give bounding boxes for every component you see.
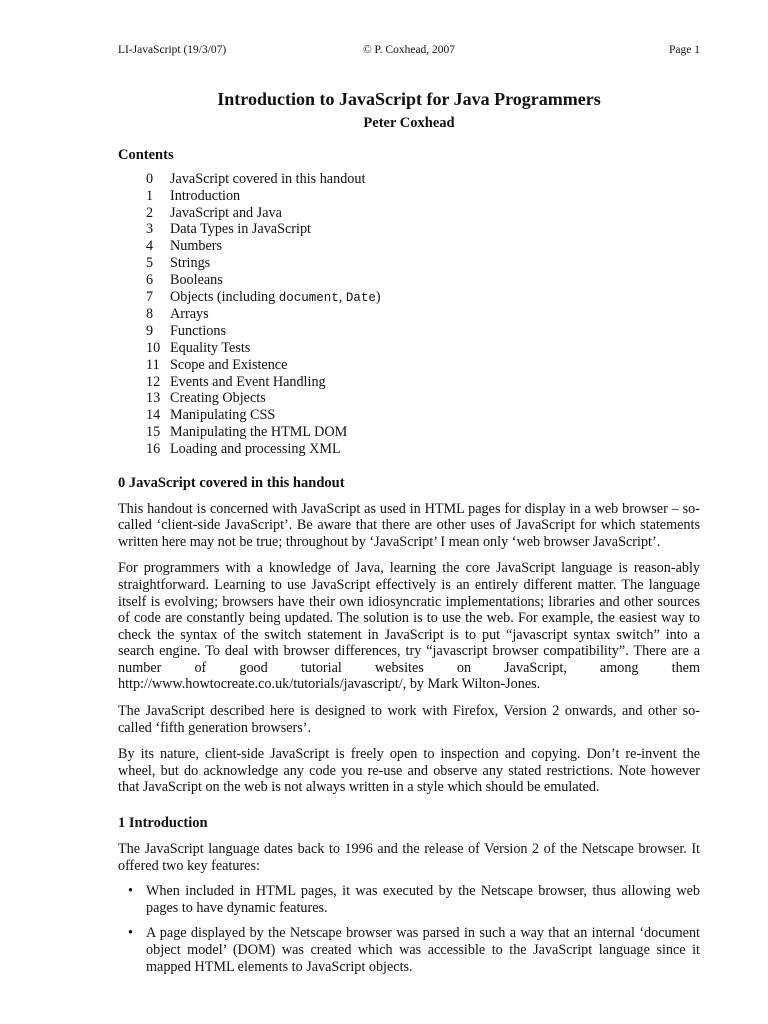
document-author: Peter Coxhead [363, 115, 455, 131]
toc-item [118, 340, 700, 357]
toc-item [118, 221, 700, 238]
toc-item-label: Scope and Existence [170, 356, 288, 373]
toc-item-label: Functions [170, 323, 226, 340]
table-of-contents [118, 171, 700, 458]
toc-item-number: 0 [146, 171, 154, 187]
toc-item-label: Events and Event Handling [170, 373, 326, 390]
toc-item-number: 3 [146, 221, 154, 238]
bullet-icon: • [128, 883, 133, 900]
toc-item-number: 15 [146, 423, 161, 440]
toc-item-label: Manipulating CSS [170, 407, 276, 424]
code-date: Date [345, 290, 376, 305]
toc-label-suffix: ) [375, 288, 381, 305]
toc-item-label: Strings [170, 254, 211, 271]
header-page-number: Page 1 [669, 44, 700, 56]
code-document: document [278, 290, 339, 305]
contents-heading: Contents [118, 147, 174, 163]
toc-item-label: Creating Objects [170, 390, 266, 407]
list-item-text: When included in HTML pages, it was executed by the Netscape browser, thus allowing web pages to have dynamic features. [146, 883, 700, 916]
toc-item [118, 238, 700, 255]
toc-item [118, 272, 700, 289]
toc-item-label: JavaScript and Java [170, 204, 282, 221]
toc-item-number: 11 [146, 356, 160, 373]
list-item [118, 883, 700, 916]
toc-item-label: Equality Tests [170, 339, 251, 356]
toc-label-separator: , [338, 288, 346, 305]
toc-item [118, 407, 700, 424]
running-header [118, 44, 700, 62]
toc-item [118, 441, 700, 458]
toc-item-number: 1 [146, 187, 154, 204]
toc-item-number: 16 [146, 440, 161, 457]
list-item-text: A page displayed by the Netscape browser was parsed in such a way that an internal ‘document object model’ (DOM) was created which was accessible to the JavaScript language since it mapped HTML elements to JavaScript objects. [146, 925, 700, 975]
toc-item-number: 8 [146, 306, 154, 323]
toc-item-number: 13 [146, 390, 161, 407]
section-0-paragraph: For programmers with a knowledge of Java, learning the core JavaScript language is reason-ably straightforward. Learning to use JavaScript effectively is an entirely different matter. The language itself is evolving; browsers have their own idiosyncratic implementations; libraries and other sources of code are constantly being updated. The solution is to use the web. For example, the easiest way to check the syntax of the switch statement in JavaScript is to put “javascript syntax switch” into a search engine. To deal with browser differences, try “javascript browser compatibility”. There are a number of good tutorial websites on JavaScript, among them http://www.howtocreate.co.uk/tutorials/javascript/, by Mark Wilton-Jones. [118, 560, 700, 693]
toc-item [118, 255, 700, 272]
toc-item [118, 390, 700, 407]
toc-item [118, 171, 700, 188]
toc-item-number: 4 [146, 238, 154, 255]
toc-item-label: Arrays [170, 306, 209, 323]
toc-item-number: 12 [146, 373, 161, 390]
header-copyright: © P. Coxhead, 2007 [362, 44, 456, 56]
toc-item [118, 424, 700, 441]
toc-item-label: Introduction [170, 187, 241, 204]
toc-label-text: Objects (including [170, 288, 279, 305]
section-0-heading: 0 JavaScript covered in this handout [118, 474, 345, 491]
section-0-paragraph: The JavaScript described here is designed to work with Firefox, Version 2 onwards, and other so-called ‘fifth generation browsers’. [118, 703, 700, 736]
section-1-paragraph: The JavaScript language dates back to 1996 and the release of Version 2 of the Netscape browser. It offered two key features: [118, 841, 700, 874]
toc-item-number: 5 [146, 254, 154, 271]
bullet-icon: • [128, 925, 133, 942]
toc-item [118, 306, 700, 323]
toc-item [118, 289, 700, 307]
toc-item-label: Booleans [170, 271, 223, 288]
toc-item-label: Numbers [170, 238, 223, 255]
list-item [118, 925, 700, 975]
toc-item-label: Manipulating the HTML DOM [170, 423, 348, 440]
header-doc-id: LI-JavaScript (19/3/07) [118, 44, 227, 56]
toc-item-label: JavaScript covered in this handout [170, 171, 366, 187]
toc-item [118, 374, 700, 391]
toc-item [118, 205, 700, 222]
section-1-heading: 1 Introduction [118, 815, 208, 832]
toc-item [118, 323, 700, 340]
toc-item [118, 188, 700, 205]
toc-item-label [170, 289, 381, 307]
document-title: Introduction to JavaScript for Java Programmers [217, 89, 601, 109]
document-page [118, 44, 700, 984]
toc-item-number: 6 [146, 271, 154, 288]
toc-item-number: 9 [146, 323, 154, 340]
toc-item-label: Loading and processing XML [170, 440, 341, 457]
toc-item-number: 2 [146, 204, 154, 221]
section-0-paragraph: This handout is concerned with JavaScript as used in HTML pages for display in a web browser – so-called ‘client-side JavaScript’. Be aware that there are other uses of JavaScript for which statements written here may not be true; throughout by ‘JavaScript’ I mean only ‘web browser JavaScript’. [118, 500, 700, 550]
toc-item-label: Data Types in JavaScript [170, 221, 311, 238]
toc-item-number: 14 [146, 407, 161, 424]
toc-item-number: 10 [146, 339, 161, 356]
section-0-paragraph: By its nature, client-side JavaScript is freely open to inspection and copying. Don’t re-invent the wheel, but do acknowledge any code you re-use and observe any stated restrictions. Note however that JavaScript on the web is not always written in a style which should be emulated. [118, 746, 700, 796]
toc-item-number: 7 [146, 288, 154, 305]
toc-item [118, 357, 700, 374]
bullet-list [118, 883, 700, 975]
